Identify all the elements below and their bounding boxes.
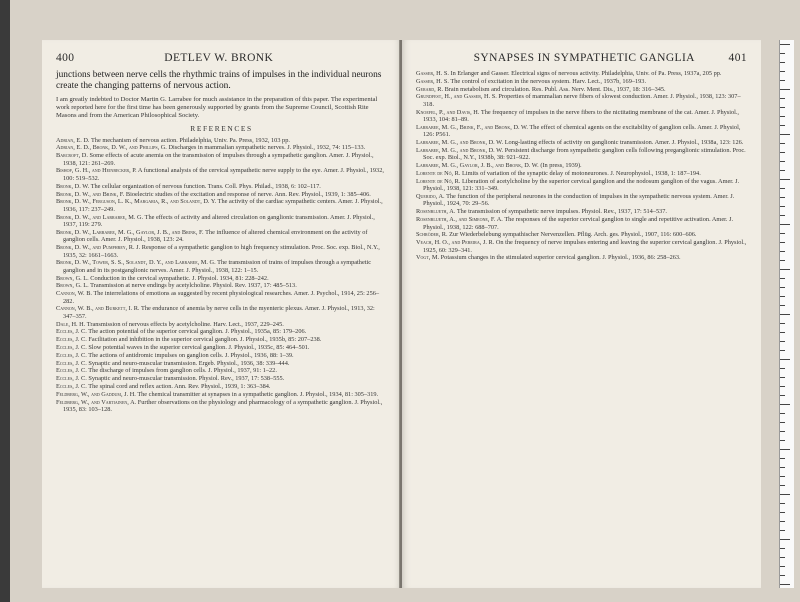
reference-entry: [56, 198, 387, 213]
reference-entry: [416, 139, 747, 146]
reference-entry: [416, 193, 747, 208]
reference-author: Dale, H. H.: [56, 320, 86, 328]
ruler-tick: [780, 530, 785, 531]
reference-entry: [56, 328, 387, 335]
reference-text: Properties of mammalian nerve fibers of slowest conduction. Amer. J. Physiol., 1938, 123: 307–318.: [423, 93, 741, 108]
ruler-tick: [780, 242, 785, 243]
ruler-tick: [780, 71, 785, 72]
reference-author: Eccles, J. C.: [56, 359, 87, 367]
ruler-tick: [780, 152, 785, 153]
reference-author: Eccles, J. C.: [56, 367, 87, 375]
reference-author: Knoefel, P., and Davis, H.: [416, 108, 480, 116]
reference-author: Bronk, D. W., and Pumphrey, R. J.: [56, 244, 141, 252]
ruler-tick: [780, 206, 785, 207]
reference-author: Larrabee, M. G., Gaylor, J. B., and Bronk, D. W.: [416, 162, 539, 170]
ruler-tick: [780, 269, 790, 270]
reference-entry: [56, 229, 387, 244]
reference-entry: [56, 183, 387, 190]
ruler-tick: [780, 287, 785, 288]
reference-author: Lorente de Nó, R.: [416, 169, 461, 177]
reference-text: The influence of altered chemical environment on the activity of ganglion cells. Amer. J. Physiol., 1938, 123: 24.: [63, 228, 368, 244]
reference-entry: [416, 208, 747, 215]
reference-author: Bronk, D. W., and Larrabee, M. G.: [56, 213, 144, 221]
ruler-tick: [780, 314, 790, 315]
ruler-tick: [780, 53, 785, 54]
reference-author: Larrabee, M. G., and Bronk, D. W.: [416, 139, 504, 147]
reference-entry: [416, 162, 747, 169]
reference-author: Bishop, G. H., and Heinbecker, P.: [56, 167, 137, 175]
reference-entry: [416, 178, 747, 193]
reference-author: Lorente de Nó, R.: [416, 177, 461, 185]
reference-text: Synaptic and neuro-muscular transmission. Physiol. Rev., 1937, 17: 538–555.: [88, 375, 285, 383]
ruler-tick: [780, 422, 785, 423]
references-heading: REFERENCES: [190, 124, 253, 134]
ruler-tick: [780, 557, 785, 558]
reference-author: Eccles, J. C.: [56, 328, 87, 336]
reference-entry: [416, 254, 747, 261]
reference-entry: [56, 244, 387, 259]
right-running-title: SYNAPSES IN SYMPATHETIC GANGLIA: [473, 52, 695, 64]
reference-entry: [56, 290, 387, 305]
ruler-tick: [780, 134, 790, 135]
reference-entry: [56, 144, 387, 151]
reference-text: In Erlanger and Gasser. Electrical signs of nervous activity. Philadelphia, Univ. of Pa. Press, 1937a, 205 pp.: [450, 70, 722, 77]
reference-entry: [416, 124, 747, 139]
right-running-head: [416, 52, 747, 64]
ruler-tick: [780, 62, 785, 63]
reference-author: Bronk, D. W., Tower, S. S., Solandt, D. Y., and Larrabee, M. G.: [56, 259, 216, 267]
reference-author: Gerard, R.: [416, 85, 444, 93]
reference-text: Discharges in mammalian sympathetic nerves. J. Physiol., 1932, 74: 115–133.: [168, 144, 366, 152]
reference-author: Eccles, J. C.: [56, 351, 87, 359]
reference-entry: [56, 282, 387, 289]
ruler-tick: [780, 548, 785, 549]
ruler-tick: [780, 431, 785, 432]
reference-author: Rosenblueth, A., and Simeone, F. A.: [416, 216, 503, 224]
ruler-tick: [780, 377, 785, 378]
reference-entry: [56, 399, 387, 414]
reference-author: Gasser, H. S.: [416, 70, 449, 77]
ruler-tick: [780, 170, 785, 171]
scan-edge: [0, 0, 10, 602]
reference-text: A functional analysis of the cervical sympathetic nerve supply to the eye. Amer. J. Physiol., 1932, 100: 519–532.: [63, 167, 384, 182]
reference-author: Feldberg, W., and Vartiainen, A.: [56, 398, 137, 406]
reference-text: The transmission of trains of impulses through a sympathetic ganglion and in its postganglionic nerves. Amer. J. Physiol., 1938, 122: 1–15.: [63, 259, 372, 274]
ruler-tick: [780, 476, 785, 477]
reference-text: Further observations on the physiology and pharmacology of a sympathetic ganglion. J. Physiol., 1935, 83: 103–128.: [63, 398, 383, 414]
ruler-tick: [780, 224, 790, 225]
ruler-tick: [780, 260, 785, 261]
reference-author: Bronk, D. W., and Brink, F.: [56, 190, 125, 198]
reference-text: The discharge of impulses from ganglion cells. J. Physiol., 1937, 91: 1–22.: [88, 367, 277, 375]
ruler-tick: [780, 107, 785, 108]
ruler-tick: [780, 233, 785, 234]
reference-text: The function of the peripheral neurones in the conduction of impulses in the sympathetic nervous system. Amer. J. Physiol., 1924, 70: 29–56.: [423, 193, 735, 208]
reference-entry: [416, 239, 747, 254]
ruler-tick: [780, 341, 785, 342]
reference-author: Adrian, E. D., Bronk, D. W., and Phillips, G.: [56, 144, 167, 152]
reference-text: The actions of antidromic impulses on ganglion cells. J. Physiol., 1936, 88: 1–39.: [88, 351, 294, 359]
reference-text: The cellular organization of nervous function. Trans. Coll. Phys. Philad., 1938, 6: 102–117.: [90, 182, 321, 190]
left-page-number: 400: [56, 52, 75, 64]
reference-text: Bioelectric studies of the excitation and response of nerve. Ann. Rev. Physiol., 1939, 1: 385–406.: [125, 190, 371, 198]
ruler-tick: [780, 278, 785, 279]
reference-text: Synaptic and neuro-muscular transmission. Ergeb. Physiol., 1936, 38: 339–444.: [88, 359, 290, 367]
left-reference-list: [56, 137, 387, 414]
ruler-tick: [780, 413, 785, 414]
reference-author: Bronk, D. W.: [56, 182, 90, 190]
ruler-tick: [780, 386, 785, 387]
reference-entry: [56, 137, 387, 144]
reference-entry: [56, 360, 387, 367]
ruler-tick: [780, 188, 785, 189]
ruler-tick: [780, 467, 785, 468]
reference-author: Rosenblueth, A.: [416, 208, 456, 216]
ruler-tick: [780, 368, 785, 369]
reference-text: Liberation of acetylcholine by the superior cervical ganglion and the nodosum ganglion of the vagus. Amer. J. Physiol., 1938, 121: 331–349.: [423, 177, 740, 193]
ruler-tick: [780, 503, 785, 504]
reference-author: Eccles, J. C.: [56, 375, 87, 383]
reference-text: Potassium changes in the stimulated superior cervical ganglion. J. Physiol., 1936, 86: 258–263.: [440, 254, 681, 262]
reference-text: The transmission of sympathetic nerve impulses. Physiol. Rev., 1937, 17: 514–537.: [456, 208, 667, 216]
ruler-tick: [780, 359, 790, 360]
reference-author: Schröder, R.: [416, 231, 448, 239]
scale-ruler: [779, 40, 794, 588]
reference-entry: [56, 152, 387, 167]
reference-text: Zur Wiederbelebung sympathischer Nervenzellen. Pflüg. Arch. ges. Physiol., 1907, 116: 600–606.: [449, 231, 697, 239]
ruler-tick: [780, 89, 790, 90]
reference-author: Feldberg, W., and Gaddum, J. H.: [56, 390, 136, 398]
reference-entry: [56, 375, 387, 382]
ruler-tick: [780, 215, 785, 216]
reference-text: Limits of variation of the synaptic delay of motoneurones. J. Neurophysiol., 1938, 1: 187–194.: [462, 169, 701, 177]
ruler-tick: [780, 539, 790, 540]
reference-author: Bronk, D. W., Ferguson, L. K., Margaria, R., and Solandt, D. Y.: [56, 198, 217, 206]
reference-entry: [416, 231, 747, 238]
ruler-tick: [780, 512, 785, 513]
reference-author: Brown, G. L.: [56, 274, 89, 282]
ruler-tick: [780, 458, 785, 459]
reference-text: Slow potential waves in the superior cervical ganglion. J. Physiol., 1935c, 85: 464–501.: [88, 344, 310, 352]
reference-text: The effects of activity and altered circulation on ganglionic transmission. Amer. J. Physiol., 1937, 119: 279.: [63, 213, 375, 229]
ruler-tick: [780, 323, 785, 324]
reference-text: Persistent discharge from sympathetic ganglion cells following preganglionic stimulation. Proc. Soc. exp. Biol., N.Y., 1938b, 38: 921–922.: [423, 146, 746, 162]
left-page-content: [56, 70, 387, 580]
reference-entry: [56, 352, 387, 359]
ruler-tick: [780, 116, 785, 117]
ruler-tick: [780, 404, 790, 405]
reference-text: Some effects of acute anemia on the transmission of impulses through a sympathetic ganglion. Amer. J. Physiol., 1938, 121: 261–269.: [63, 152, 374, 167]
ruler-tick: [780, 179, 790, 180]
acknowledgment-paragraph: I am greatly indebted to Doctor Martin G. Larrabee for much assistance in the preparation of this paper. The experimental work reported here for the first time has been generously supported by grants from the Supreme Council, Scottish Rite Masons and from the American Philosophical Society.: [56, 96, 378, 119]
left-running-head: [56, 52, 387, 64]
reference-entry: [56, 259, 387, 274]
reference-entry: [416, 109, 747, 124]
reference-author: Eccles, J. C.: [56, 344, 87, 352]
reference-author: Bronk, D. W., Larrabee, M. G., Gaylor, J. B., and Brink, F.: [56, 228, 204, 236]
ruler-tick: [780, 305, 785, 306]
ruler-tick: [780, 575, 785, 576]
ruler-tick: [780, 395, 785, 396]
reference-text: Long-lasting effects of activity on ganglionic transmission. Amer. J. Physiol., 1938a, 123: 126.: [504, 139, 744, 147]
right-page-content: [416, 70, 747, 580]
reference-text: The frequency of impulses in the nerve fibers to the nictitating membrane of the cat. Amer. J. Physiol., 1933, 104: 81–89.: [423, 108, 740, 124]
reference-entry: [416, 147, 747, 162]
reference-entry: [416, 216, 747, 231]
reference-text: (In press, 1939).: [540, 162, 582, 170]
reference-text: The endurance of anemia by nerve cells in the myenteric plexus. Amer. J. Physiol., 1913, 32: 347–357.: [63, 305, 375, 320]
reference-author: Vogt, M.: [416, 254, 440, 262]
reference-entry: [416, 78, 747, 85]
reference-entry: [56, 321, 387, 328]
lead-paragraph: junctions between nerve cells the rhythmic trains of impulses in the individual neurons create the changing patterns of nervous action.: [56, 70, 382, 92]
ruler-tick: [780, 143, 785, 144]
reference-author: Cannon, W. B.: [56, 290, 92, 298]
ruler-tick: [780, 350, 785, 351]
reference-text: The responses of the superior cervical ganglion to single and repetitive activation. Amer. J. Physiol., 1938, 122: 688–707.: [423, 216, 734, 231]
reference-entry: [56, 336, 387, 343]
ruler-tick: [780, 440, 785, 441]
ruler-tick: [780, 449, 790, 450]
reference-text: Facilitation and inhibition in the superior cervical ganglion. J. Physiol., 1935b, 85: 207–238.: [88, 336, 322, 344]
reference-author: Grundfest, H., and Gasser, H. S.: [416, 93, 497, 101]
reference-author: Barcroft, D.: [56, 152, 88, 160]
reference-text: On the frequency of nerve impulses entering and leaving the superior cervical ganglion. J. Physiol., 1925, 60: 329–341.: [423, 239, 747, 254]
reference-entry: [416, 170, 747, 177]
ruler-tick: [780, 296, 785, 297]
reference-entry: [56, 167, 387, 182]
right-reference-list: [416, 70, 747, 262]
reference-author: Brown, G. L.: [56, 282, 89, 290]
ruler-tick: [780, 251, 785, 252]
reference-text: The spinal cord and reflex action. Ann. Rev. Physiol., 1939, 1: 363–384.: [88, 383, 271, 391]
ruler-tick: [780, 494, 790, 495]
ruler-tick: [780, 584, 790, 585]
reference-text: Brain metabolism and circulation. Res. Publ. Ass. Nerv. Ment. Dis., 1937, 18: 316–345.: [444, 85, 666, 93]
reference-author: Eccles, J. C.: [56, 336, 87, 344]
reference-author: Cannon, W. B., and Burkett, I. R.: [56, 305, 140, 313]
reference-text: Transmission at nerve endings by acetylcholine. Physiol. Rev. 1937, 17: 485–513.: [90, 282, 297, 290]
ruler-tick: [780, 98, 785, 99]
ruler-tick: [780, 125, 785, 126]
reference-text: Conduction in the cervical sympathetic. J. Physiol. 1934, 81: 228–242.: [90, 274, 269, 282]
right-page-number: 401: [728, 52, 747, 64]
reference-text: The activity of the cardiac sympathetic centers. Amer. J. Physiol., 1936, 117: 237–249.: [63, 198, 383, 213]
right-page: [402, 40, 761, 588]
reference-author: Adrian, E. D.: [56, 136, 90, 144]
reference-entry: [416, 86, 747, 93]
ruler-tick: [780, 485, 785, 486]
ruler-tick: [780, 332, 785, 333]
ruler-tick: [780, 521, 785, 522]
ruler-tick: [780, 44, 790, 45]
reference-text: The mechanism of nervous action. Philadelphia, Univ. Pa. Press, 1932, 103 pp.: [90, 136, 290, 144]
reference-entry: [56, 383, 387, 390]
ruler-tick: [780, 80, 785, 81]
reference-entry: [56, 391, 387, 398]
reference-entry: [56, 214, 387, 229]
reference-entry: [56, 275, 387, 282]
reference-author: Eccles, J. C.: [56, 383, 87, 391]
reference-text: Transmission of nervous effects by acetylcholine. Harv. Lect., 1937, 229–245.: [86, 320, 284, 328]
left-running-title: DETLEV W. BRONK: [164, 52, 274, 64]
reference-author: Larrabee, M. G., Brink, F., and Bronk, D. W.: [416, 123, 528, 131]
reference-entry: [56, 191, 387, 198]
reference-text: The interrelations of emotions as suggested by recent physiological researches. Amer. J. Psychol., 1914, 25: 256–282.: [63, 290, 380, 305]
ruler-tick: [780, 566, 785, 567]
reference-entry: [416, 70, 747, 77]
reference-text: The action potential of the superior cervical ganglion. J. Physiol., 1935a, 85: 179–206.: [88, 328, 307, 336]
reference-author: Gasser, H. S.: [416, 77, 449, 85]
left-page: [42, 40, 401, 588]
ruler-tick: [780, 161, 785, 162]
ruler-tick: [780, 197, 785, 198]
reference-author: Veach, H. O., and Pereira, J. R.: [416, 239, 495, 247]
reference-text: The control of excitation in the nervous system. Harv. Lect., 1937b, 169–193.: [450, 77, 647, 85]
reference-entry: [56, 344, 387, 351]
reference-entry: [56, 305, 387, 320]
reference-entry: [56, 367, 387, 374]
reference-text: The chemical transmitter at synapses in a sympathetic ganglion. J. Physiol., 1934, 81: 305–319.: [137, 390, 379, 398]
reference-text: Response of a sympathetic ganglion to high frequency stimulation. Proc. Soc. exp. Biol., N.Y., 1935, 32: 1661–1663.: [63, 244, 380, 259]
reference-author: Larrabee, M. G., and Bronk, D. W.: [416, 146, 504, 154]
reference-author: Querido, A.: [416, 193, 445, 201]
reference-entry: [416, 93, 747, 108]
reference-text: The effect of chemical agents on the excitability of ganglion cells. Amer. J. Physiol, 126: P561.: [423, 123, 741, 139]
